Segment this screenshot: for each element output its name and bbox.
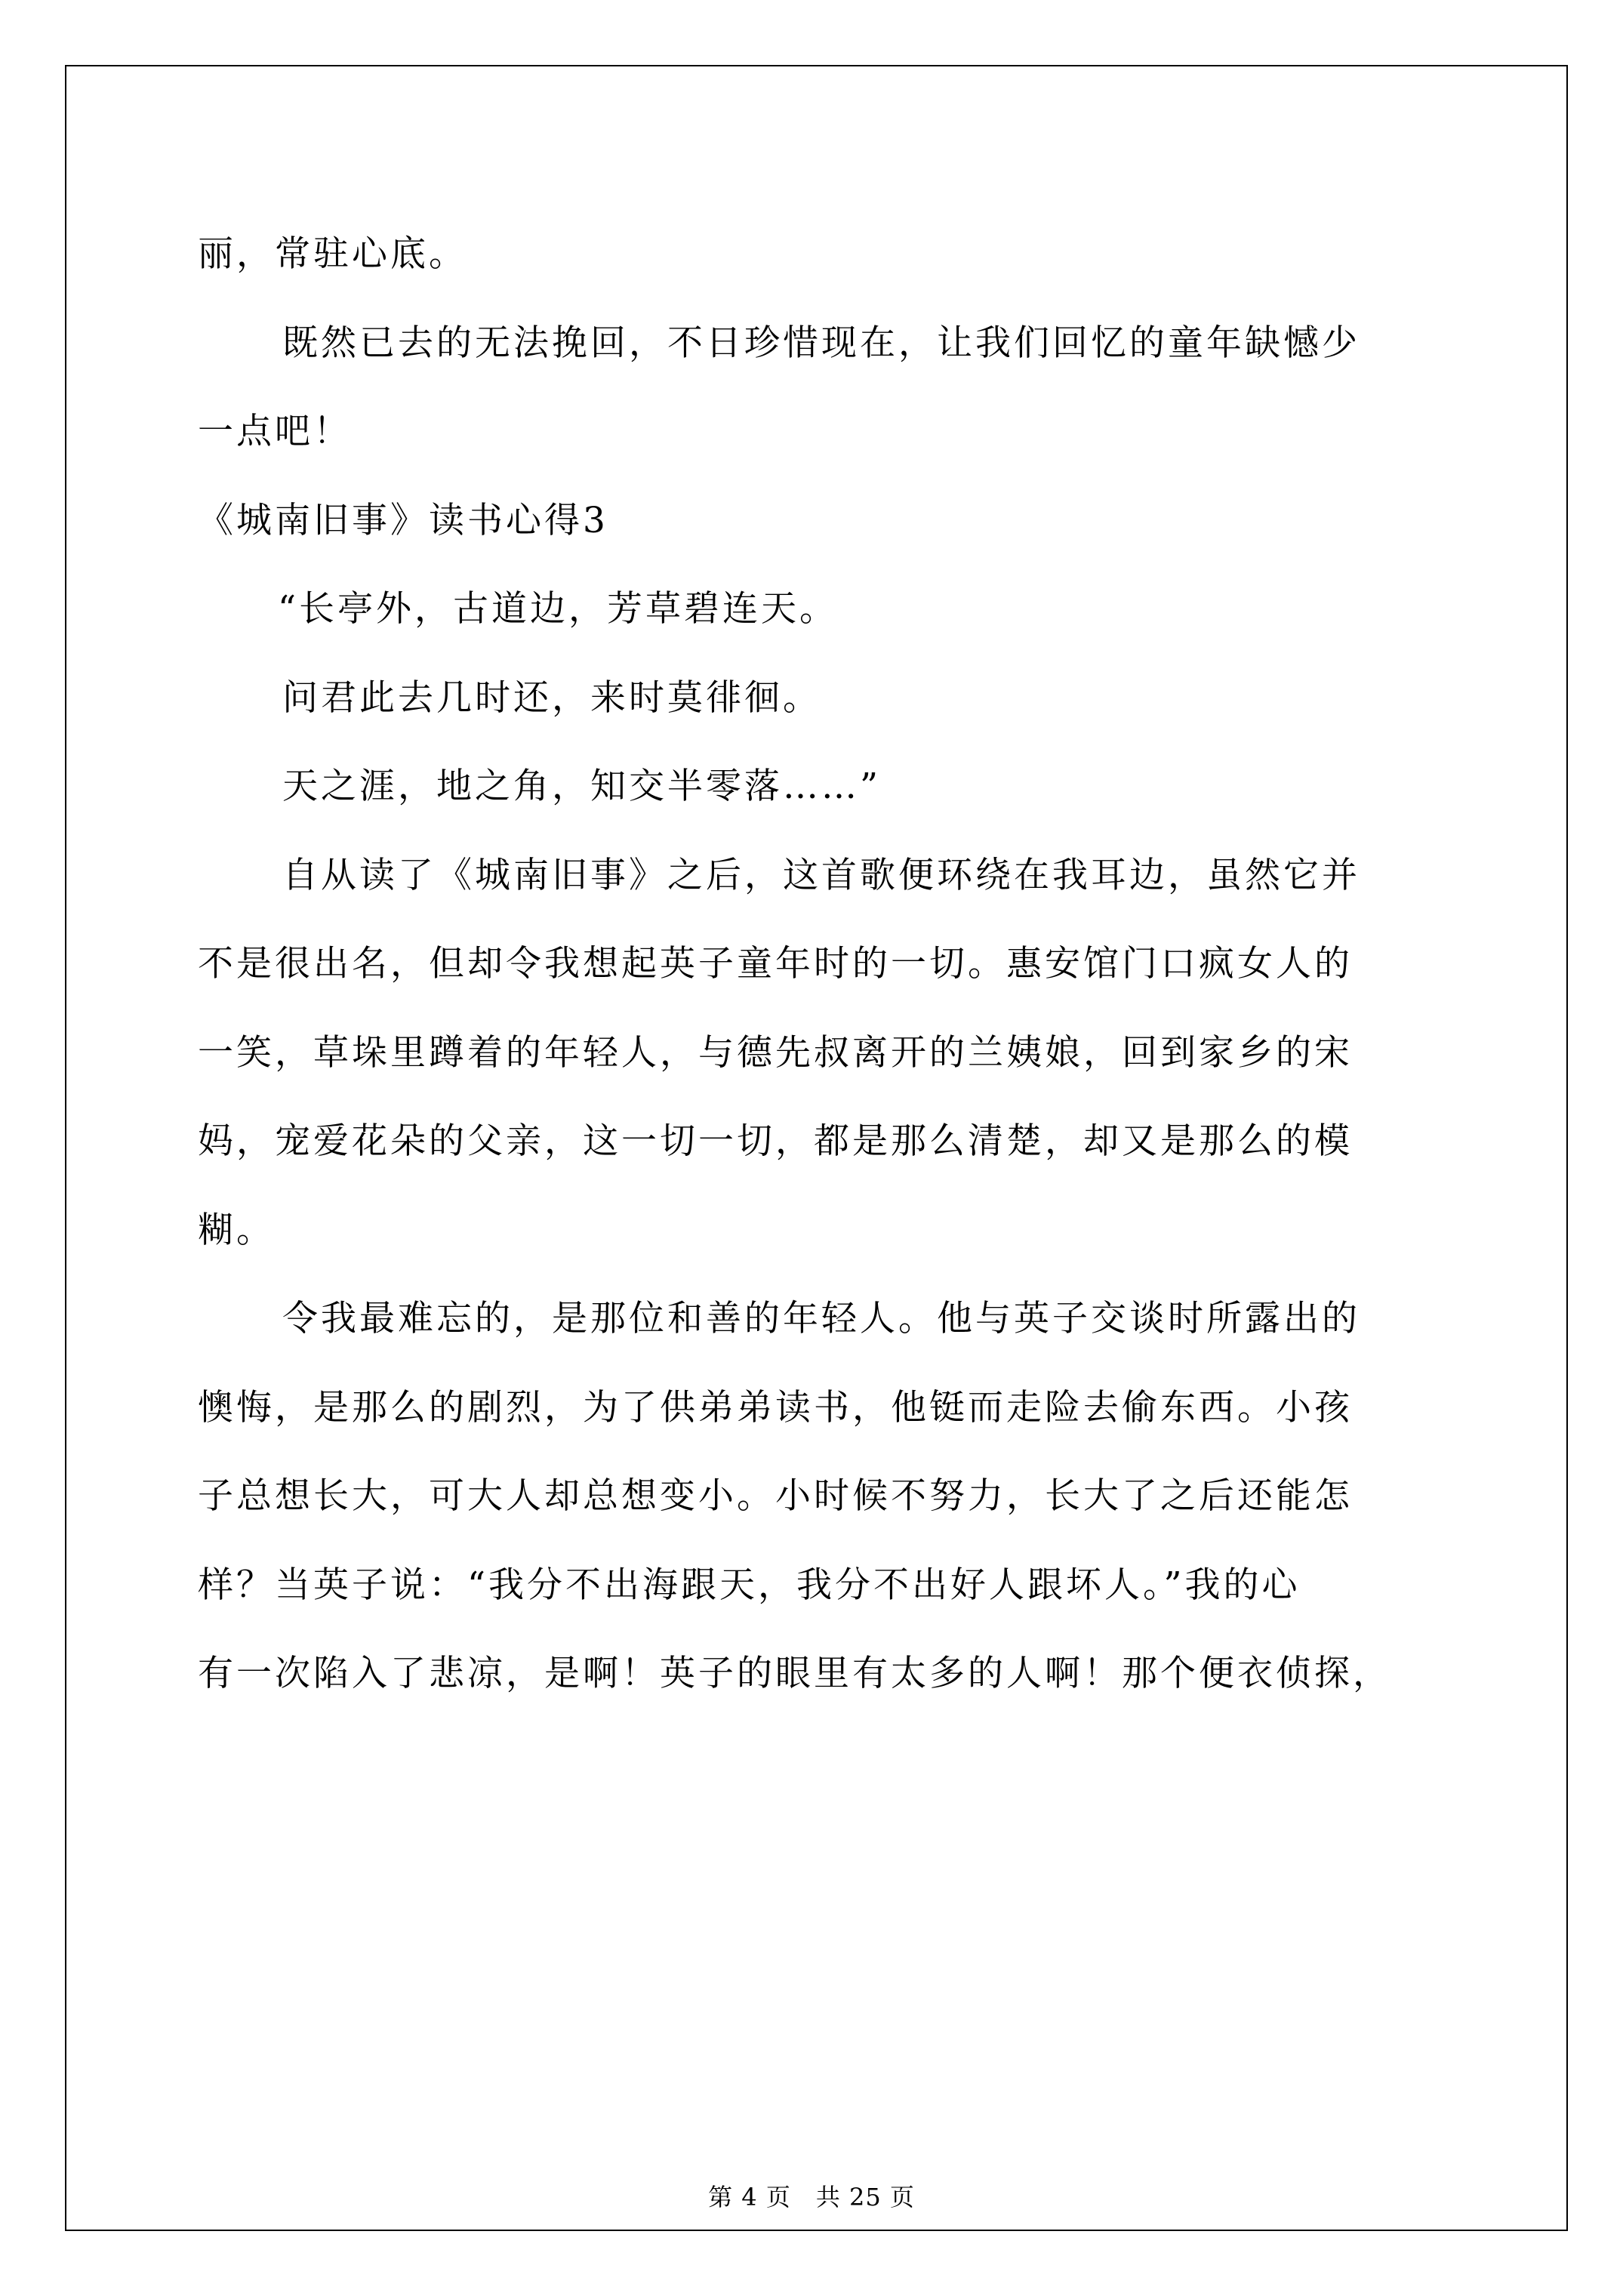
quote-line: “长亭外，古道边，芳草碧连天。 xyxy=(278,588,839,630)
page-number-footer: 第 4 页 共 25 页 xyxy=(708,2183,915,2211)
text-line: 妈，宠爱花朵的父亲，这一切一切，都是那么清楚，却又是那么的模 xyxy=(198,1120,1353,1162)
text-line: 不是很出名，但却令我想起英子童年时的一切。惠安馆门口疯女人的 xyxy=(198,943,1353,985)
text-line: 糊。 xyxy=(198,1209,275,1251)
paragraph-line: 令我最难忘的，是那位和善的年轻人。他与英子交谈时所露出的 xyxy=(282,1298,1360,1339)
quote-line: 天之涯，地之角，知交半零落……” xyxy=(282,766,882,807)
text-line: 丽，常驻心底。 xyxy=(198,233,467,275)
text-line: 一点吧！ xyxy=(198,411,352,452)
paragraph-line: 既然已去的无法挽回，不日珍惜现在，让我们回忆的童年缺憾少 xyxy=(282,322,1360,364)
text-line: 一笑，草垛里蹲着的年轻人，与德先叔离开的兰姨娘，回到家乡的宋 xyxy=(198,1031,1353,1074)
section-heading: 《城南旧事》读书心得3 xyxy=(198,499,608,541)
quote-line: 问君此去几时还，来时莫徘徊。 xyxy=(282,676,821,719)
document-body xyxy=(198,210,1436,1718)
text-line: 懊悔，是那么的剧烈，为了供弟弟读书，他铤而走险去偷东西。小孩 xyxy=(198,1386,1353,1428)
text-line: 样？当英子说：“我分不出海跟天，我分不出好人跟坏人。”我的心 xyxy=(198,1564,1301,1606)
text-line: 有一次陷入了悲凉，是啊！英子的眼里有太多的人啊！那个便衣侦探， xyxy=(198,1653,1391,1694)
paragraph-line: 自从读了《城南旧事》之后，这首歌便环绕在我耳边，虽然它并 xyxy=(282,854,1360,896)
text-line: 子总想长大，可大人却总想变小。小时候不努力，长大了之后还能怎 xyxy=(198,1475,1353,1517)
